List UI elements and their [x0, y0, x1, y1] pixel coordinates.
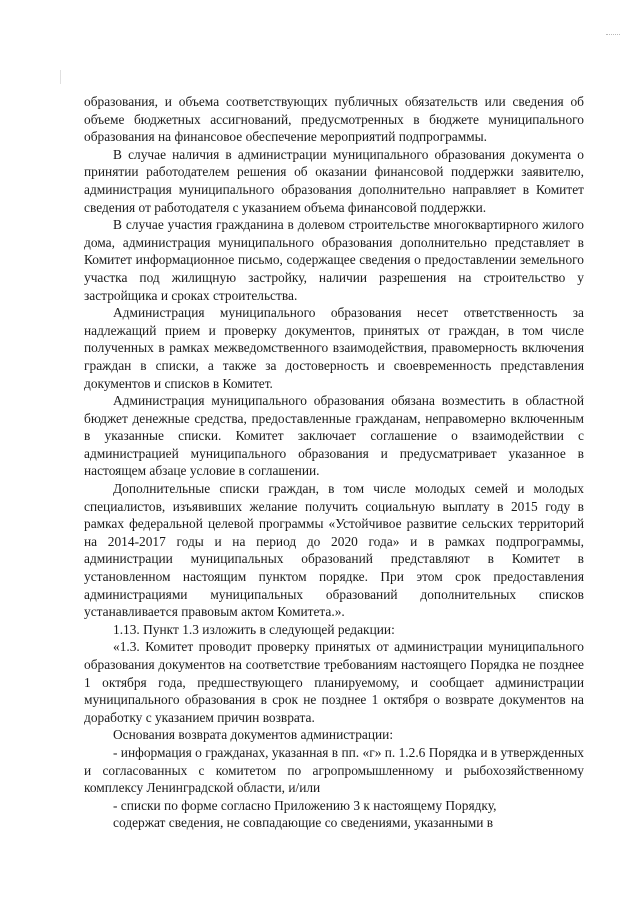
document-body [84, 93, 584, 832]
paragraph-employer-support: В случае наличия в администрации муниципального образования документа о принятии работодателем решения об оказании финансовой поддержки заявителю, администрация муниципального образования дополнительно направляет в Комитет сведения от работодателя с указанием объема финансовой поддержки. [84, 146, 584, 215]
scan-artifact [606, 34, 620, 38]
paragraph-administration-responsibility: Администрация муниципального образования несет ответственность за надлежащий прием и проверку документов, принятых от граждан, в том числе полученных в рамках межведомственного взаимодействия, правомерность включения граждан в списки, а также за достоверность и своевременность представления документов и списков в Комитет. [84, 305, 584, 391]
paragraph-additional-lists: Дополнительные списки граждан, в том числе молодых семей и молодых специалистов, изъявивших желание получить социальную выплату в 2015 году в рамках федеральной целевой программы «Устойчивое развитие сельских территорий на 2014-2017 годы и на период до 2020 года» и в рамках подпрограммы, администрации муниципальных образований представляют в Комитет в установленном настоящим пунктом порядке. При этом срок предоставления администрациями муниципальных образований дополнительных списков устанавливается правовым актом Комитета.». [84, 481, 584, 620]
paragraph-shared-construction: В случае участия гражданина в долевом строительстве многоквартирного жилого дома, администрация муниципального образования дополнительно представляет в Комитет информационное письмо, содержащее сведения о предоставлении земельного участка под жилищную застройку, наличии разрешения на строительство у застройщика и сроках строительства. [84, 217, 584, 303]
list-item-citizen-info: - информация о гражданах, указанная в пп. «г» п. 1.2.6 Порядка и в утвержденных и согласованных с комитетом по агропромышленному и рыбохозяйственному комплексу Ленинградской области, и/или [84, 744, 584, 796]
scan-edge-artifact [60, 70, 61, 84]
paragraph-reimbursement: Администрация муниципального образования обязана возместить в областной бюджет денежные средства, предоставленные гражданам, неправомерно включенным в указанные списки. Комитет заключает соглашение о взаимодействии с администрацией муниципального образования и предусматривает указанное в настоящем абзаце условие в соглашении. [84, 393, 584, 479]
paragraph-continuation: образования, и объема соответствующих публичных обязательств или сведения об объеме бюджетных ассигнований, предусмотренных в бюджете муниципального образования на финансовое обеспечение мероприятий подпрограммы. [84, 94, 584, 145]
paragraph-clause-1-3: «1.3. Комитет проводит проверку принятых от администрации муниципального образования документов на соответствие требованиям настоящего Порядка не позднее 1 октября года, предшествующего планируемому, и сообщает администрации муниципального образования в срок не позднее 1 октября о возврате документов на доработку с указанием причин возврата. [84, 639, 584, 725]
paragraph-return-grounds: Основания возврата документов администрации: [113, 727, 394, 743]
paragraph-clause-1-13: 1.13. Пункт 1.3 изложить в следующей редакции: [113, 621, 395, 637]
paragraph-mismatch: содержат сведения, не совпадающие со сведениями, указанными в [113, 815, 494, 831]
list-item-appendix-lists: - списки по форме согласно Приложению 3 к настоящему Порядку, [113, 797, 497, 813]
